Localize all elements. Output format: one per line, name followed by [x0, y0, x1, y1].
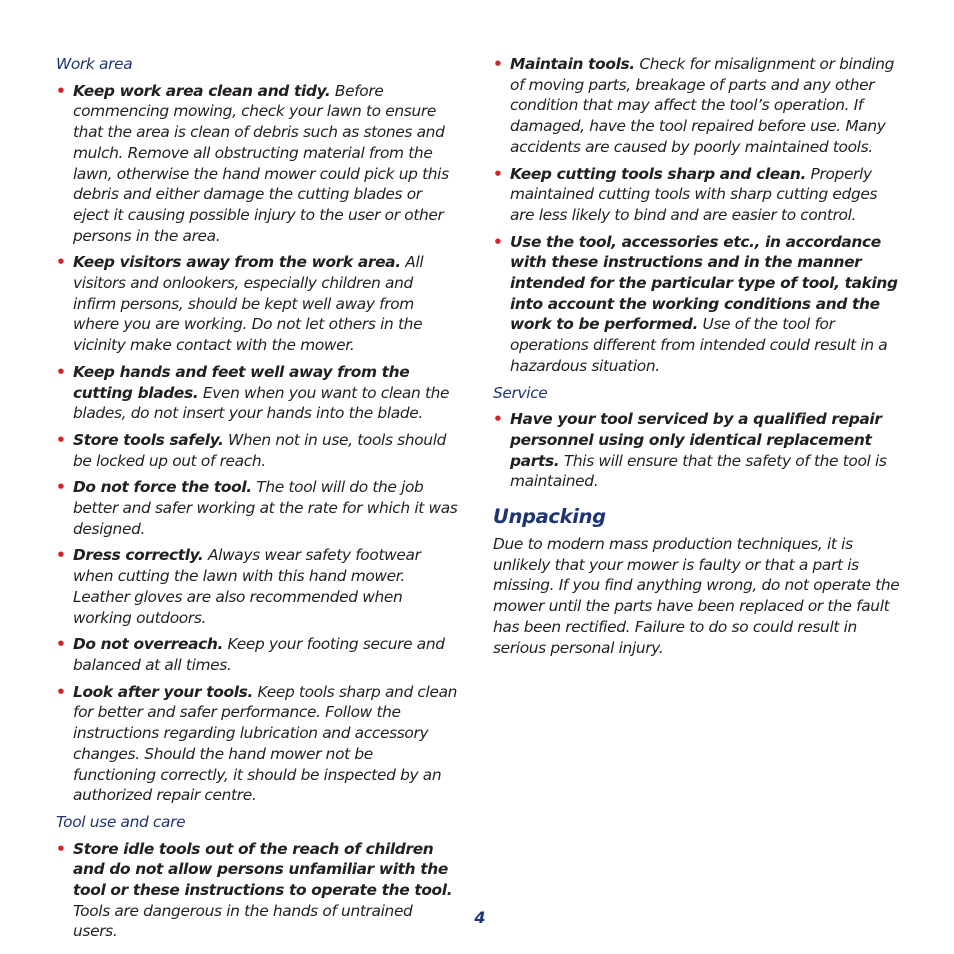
service-heading: Service [493, 383, 548, 402]
right-column [493, 54, 901, 658]
work-area-list [56, 81, 460, 806]
list-item: • Do not force the tool. The tool will do the job better and safer working at the rate for which it was designed. [56, 478, 458, 538]
bullet-icon: • [493, 410, 503, 429]
list-item: • Have your tool serviced by a qualified repair personnel using only identical replacement parts. This will ensure that the safety of the tool is maintained. [493, 410, 887, 491]
tool-use-heading: Tool use and care [56, 812, 186, 831]
unpacking-paragraph: Due to modern mass production techniques, it is unlikely that your mower is faulty or that a part is missing. If you find anything wrong, do not operate the mower until the parts have been replaced or the fault has been rectified. Failure to do so could result in serious personal injury. [493, 535, 900, 657]
bullet-icon: • [56, 839, 66, 858]
list-item: • Keep hands and feet well away from the cutting blades. Even when you want to clean the blades, do not insert your hands into the blade. [56, 362, 450, 423]
list-item: • Keep visitors away from the work area. All visitors and onlookers, especially children and infirm persons, should be kept well away from where you are working. Do not let others in the vicinity make contact with the mower. [56, 253, 424, 355]
work-area-heading: Work area [56, 55, 133, 73]
bullet-icon: • [56, 253, 66, 272]
bullet-icon: • [493, 55, 503, 73]
bullet-icon: • [56, 362, 66, 381]
list-item: • Do not overreach. Keep your footing secure and balanced at all times. [56, 635, 445, 674]
list-item: • Look after your tools. Keep tools sharp and clean for better and safer performance. Follow the instructions regarding lubrication and accessory changes. Should the hand mower not be functioning correctly, it should be inspected by an authorized repair centre. [56, 682, 458, 805]
page-number: 4 [474, 908, 486, 927]
tool-use-list-continued [493, 54, 901, 377]
bullet-icon: • [56, 430, 66, 449]
list-item: • Maintain tools. Check for misalignment or binding of moving parts, breakage of parts and any other condition that may affect the tool’s operation. If damaged, have the tool repaired before use. Many accidents are caused by poorly maintained tools. [493, 55, 895, 156]
bullet-icon: • [56, 682, 66, 701]
bullet-icon: • [493, 164, 503, 183]
list-item: • Dress correctly. Always wear safety footwear when cutting the lawn with this hand mower. Leather gloves are also recommended when working outdoors. [56, 546, 421, 627]
list-item: • Keep work area clean and tidy. Before commencing mowing, check your lawn to ensure that the area is clean of debris such as stones and mulch. Remove all obstructing material from the lawn, otherwise the hand mower could pick up this debris and either damage the cutting blades or eject it causing possible injury to the user or other persons in the area. [56, 81, 449, 245]
list-item: • Store idle tools out of the reach of children and do not allow persons unfamiliar with the tool or these instructions to operate the tool. Tools are dangerous in the hands of untrained users. [56, 839, 453, 941]
bullet-icon: • [56, 478, 66, 497]
list-item: • Store tools safely. When not in use, tools should be locked up out of reach. [56, 430, 447, 470]
left-column [56, 54, 460, 948]
bullet-icon: • [56, 81, 66, 100]
bullet-icon: • [56, 546, 66, 565]
bullet-icon: • [56, 635, 66, 654]
service-list [493, 409, 901, 492]
unpacking-heading: Unpacking [493, 505, 606, 529]
list-item: • Use the tool, accessories etc., in accordance with these instructions and in the manner intended for the particular type of tool, taking into account the working conditions and the work to be performed. Use of the tool for operations different from intended could result in a hazardous situation. [493, 232, 898, 375]
list-item: • Keep cutting tools sharp and clean. Properly maintained cutting tools with sharp cutting edges are less likely to bind and are easier to control. [493, 164, 878, 224]
bullet-icon: • [493, 232, 503, 251]
